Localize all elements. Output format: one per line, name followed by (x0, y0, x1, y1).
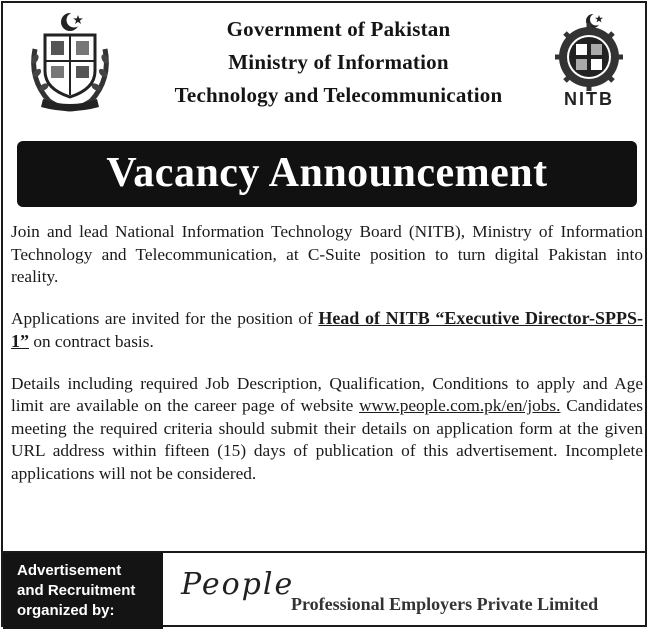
people-logo: People (181, 567, 295, 602)
organizer-label-line-2: and Recruitment (17, 582, 136, 599)
position-tail-text: on contract basis. (29, 332, 154, 351)
career-page-link[interactable]: www.people.com.pk/en/jobs. (359, 396, 561, 415)
details-paragraph (11, 373, 643, 486)
authority-line-1: Government of Pakistan (226, 17, 451, 41)
organizer-label-line-3: organized by: (17, 602, 115, 619)
details-lead-text: Details including required Job Description, Qualification, Conditions to apply and Age limit are available on the career page of website (11, 373, 643, 415)
advertisement (1, 1, 647, 627)
header (3, 3, 645, 133)
pakistan-state-emblem-icon (21, 9, 119, 113)
authority-line-3: Technology and Telecommunication (174, 83, 503, 107)
intro-text: Join and lead National Information Technology Board (NITB), Ministry of Information Technology and Telecommunication, at C-Suite position to turn digital Pakistan into reality. (11, 222, 643, 286)
nitb-logo-text: NITB (564, 89, 614, 109)
announcement-body (11, 221, 643, 485)
organizer-label (3, 553, 163, 629)
position-paragraph (11, 307, 643, 354)
footer (3, 551, 645, 629)
organizer-label-line-1: Advertisement (17, 562, 122, 579)
position-lead-text: Applications are invited for the position of (11, 308, 319, 328)
banner-title: Vacancy Announcement (106, 150, 548, 196)
intro-paragraph (11, 221, 643, 289)
details-tail-text: Candidates meeting the required criteria should submit their details on application form at the given URL address within fifteen (15) days of publication of this advertisement. Incomplete applications will not be considered. (11, 396, 643, 483)
recruiter-company-name: Professional Employers Private Limited (291, 594, 599, 614)
announcement-banner (17, 141, 637, 207)
authority-line-2: Ministry of Information (228, 50, 449, 74)
position-title: Head of NITB “Executive Director-SPPS-1” (11, 307, 644, 351)
issuing-authority (131, 13, 546, 112)
